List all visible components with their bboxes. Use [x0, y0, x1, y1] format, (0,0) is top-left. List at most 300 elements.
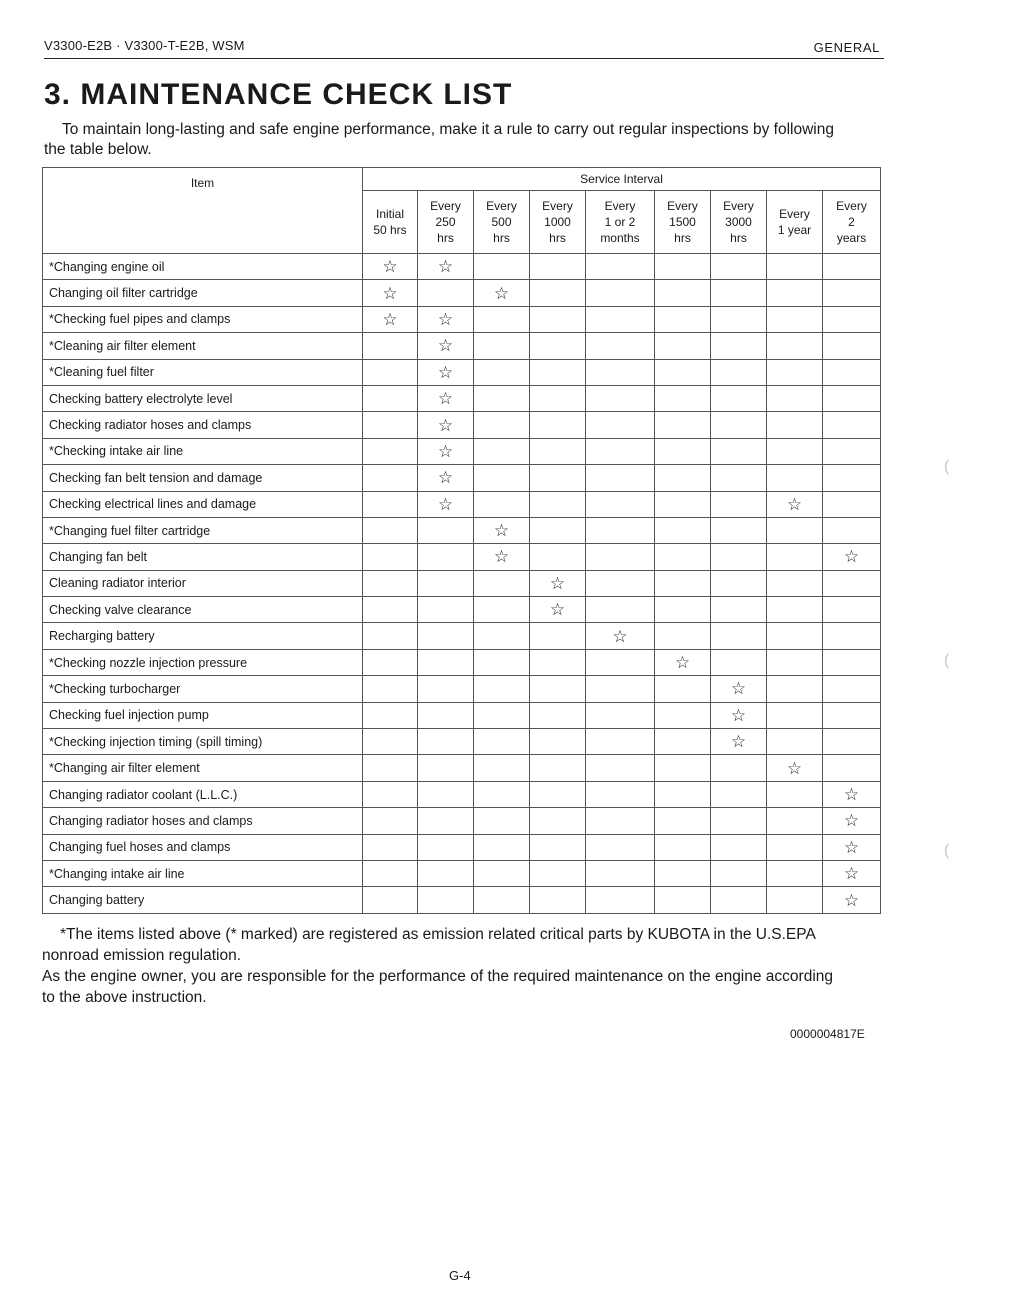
- table-row: [43, 808, 881, 834]
- table-row: [43, 623, 881, 649]
- empty-cell: [474, 438, 530, 464]
- empty-cell: [418, 860, 474, 886]
- header-model: V3300-E2B · V3300-T-E2B, WSM: [44, 38, 245, 53]
- empty-cell: [767, 254, 823, 280]
- empty-cell: [586, 808, 655, 834]
- interval-header-line: Every: [486, 199, 517, 213]
- empty-cell: [767, 887, 823, 913]
- item-name-cell: *Changing fuel filter cartridge: [43, 517, 363, 543]
- item-name-cell: *Checking nozzle injection pressure: [43, 649, 363, 675]
- empty-cell: [474, 385, 530, 411]
- empty-cell: [655, 834, 711, 860]
- empty-cell: [711, 570, 767, 596]
- empty-cell: [363, 544, 418, 570]
- empty-cell: [363, 702, 418, 728]
- empty-cell: [655, 676, 711, 702]
- star-mark-icon: ☆: [418, 306, 474, 332]
- interval-header-line: Every: [667, 199, 698, 213]
- empty-cell: [474, 570, 530, 596]
- table-row: [43, 544, 881, 570]
- empty-cell: [474, 702, 530, 728]
- empty-cell: [530, 280, 586, 306]
- empty-cell: [586, 254, 655, 280]
- table-row: [43, 597, 881, 623]
- star-mark-icon: ☆: [823, 834, 881, 860]
- intro-line-2: the table below.: [44, 141, 152, 158]
- empty-cell: [418, 280, 474, 306]
- empty-cell: [655, 755, 711, 781]
- empty-cell: [530, 491, 586, 517]
- table-row: [43, 517, 881, 543]
- star-mark-icon: ☆: [530, 570, 586, 596]
- page-title: 3. MAINTENANCE CHECK LIST: [44, 78, 513, 111]
- empty-cell: [530, 781, 586, 807]
- empty-cell: [418, 570, 474, 596]
- empty-cell: [586, 570, 655, 596]
- interval-header-line: Every: [779, 207, 810, 221]
- interval-header-line: Every: [604, 199, 636, 213]
- header-section: GENERAL: [813, 40, 880, 55]
- empty-cell: [363, 438, 418, 464]
- empty-cell: [418, 755, 474, 781]
- empty-cell: [530, 834, 586, 860]
- star-mark-icon: ☆: [711, 702, 767, 728]
- empty-cell: [767, 385, 823, 411]
- empty-cell: [767, 517, 823, 543]
- empty-cell: [363, 491, 418, 517]
- page-header: [44, 36, 884, 59]
- empty-cell: [586, 306, 655, 332]
- empty-cell: [363, 649, 418, 675]
- empty-cell: [363, 517, 418, 543]
- empty-cell: [767, 333, 823, 359]
- empty-cell: [530, 385, 586, 411]
- star-mark-icon: ☆: [418, 254, 474, 280]
- empty-cell: [418, 649, 474, 675]
- empty-cell: [655, 517, 711, 543]
- empty-cell: [474, 755, 530, 781]
- empty-cell: [823, 385, 881, 411]
- table-row: [43, 860, 881, 886]
- empty-cell: [655, 781, 711, 807]
- item-name-cell: Recharging battery: [43, 623, 363, 649]
- footnote-line-1: *The items listed above (* marked) are registered as emission related critical parts by KUBOTA in the U.S.EPA: [60, 926, 816, 943]
- interval-header-line: hrs: [730, 231, 747, 245]
- empty-cell: [711, 808, 767, 834]
- star-mark-icon: ☆: [767, 491, 823, 517]
- star-mark-icon: ☆: [586, 623, 655, 649]
- empty-cell: [655, 438, 711, 464]
- empty-cell: [418, 544, 474, 570]
- table-row: [43, 729, 881, 755]
- empty-cell: [711, 887, 767, 913]
- star-mark-icon: ☆: [823, 544, 881, 570]
- item-name-cell: Changing radiator coolant (L.L.C.): [43, 781, 363, 807]
- table-row: [43, 702, 881, 728]
- empty-cell: [655, 465, 711, 491]
- empty-cell: [474, 676, 530, 702]
- empty-cell: [363, 385, 418, 411]
- empty-cell: [586, 491, 655, 517]
- empty-cell: [823, 438, 881, 464]
- empty-cell: [711, 491, 767, 517]
- empty-cell: [418, 887, 474, 913]
- empty-cell: [418, 702, 474, 728]
- interval-header-8: [823, 191, 881, 254]
- item-name-cell: Changing fuel hoses and clamps: [43, 834, 363, 860]
- item-column-header: Item: [43, 168, 363, 254]
- empty-cell: [767, 570, 823, 596]
- interval-header-1: [418, 191, 474, 254]
- item-name-cell: *Cleaning fuel filter: [43, 359, 363, 385]
- interval-header-3: [530, 191, 586, 254]
- empty-cell: [823, 280, 881, 306]
- empty-cell: [711, 465, 767, 491]
- item-name-cell: Checking electrical lines and damage: [43, 491, 363, 517]
- empty-cell: [363, 333, 418, 359]
- document-number: 0000004817E: [790, 1027, 865, 1041]
- empty-cell: [711, 306, 767, 332]
- star-mark-icon: ☆: [418, 438, 474, 464]
- empty-cell: [711, 359, 767, 385]
- table-row: [43, 755, 881, 781]
- empty-cell: [363, 359, 418, 385]
- empty-cell: [474, 412, 530, 438]
- empty-cell: [823, 676, 881, 702]
- table-row: [43, 676, 881, 702]
- interval-header-line: 250: [435, 215, 456, 229]
- empty-cell: [586, 385, 655, 411]
- empty-cell: [586, 781, 655, 807]
- empty-cell: [530, 860, 586, 886]
- empty-cell: [474, 860, 530, 886]
- empty-cell: [530, 808, 586, 834]
- star-mark-icon: ☆: [767, 755, 823, 781]
- table-row: [43, 359, 881, 385]
- empty-cell: [363, 676, 418, 702]
- item-name-cell: Checking fan belt tension and damage: [43, 465, 363, 491]
- item-name-cell: *Checking intake air line: [43, 438, 363, 464]
- empty-cell: [823, 755, 881, 781]
- empty-cell: [586, 412, 655, 438]
- empty-cell: [655, 359, 711, 385]
- empty-cell: [711, 860, 767, 886]
- empty-cell: [823, 517, 881, 543]
- empty-cell: [530, 254, 586, 280]
- table-row: [43, 438, 881, 464]
- maintenance-table: [42, 167, 881, 914]
- empty-cell: [418, 623, 474, 649]
- interval-header-line: Every: [723, 199, 754, 213]
- empty-cell: [655, 702, 711, 728]
- empty-cell: [767, 676, 823, 702]
- empty-cell: [474, 254, 530, 280]
- service-interval-header: Service Interval: [363, 168, 881, 191]
- table-row: [43, 306, 881, 332]
- empty-cell: [767, 781, 823, 807]
- empty-cell: [823, 729, 881, 755]
- empty-cell: [655, 887, 711, 913]
- star-mark-icon: ☆: [363, 306, 418, 332]
- empty-cell: [767, 860, 823, 886]
- empty-cell: [363, 729, 418, 755]
- interval-header-line: 1500: [669, 215, 696, 229]
- empty-cell: [655, 808, 711, 834]
- empty-cell: [530, 623, 586, 649]
- interval-header-line: hrs: [437, 231, 454, 245]
- star-mark-icon: ☆: [418, 412, 474, 438]
- empty-cell: [767, 412, 823, 438]
- empty-cell: [655, 280, 711, 306]
- interval-header-line: 1 year: [777, 223, 812, 237]
- table-row: [43, 887, 881, 913]
- empty-cell: [655, 544, 711, 570]
- interval-header-line: years: [836, 231, 867, 245]
- empty-cell: [363, 808, 418, 834]
- empty-cell: [530, 412, 586, 438]
- empty-cell: [823, 702, 881, 728]
- star-mark-icon: ☆: [418, 385, 474, 411]
- empty-cell: [711, 438, 767, 464]
- table-row: [43, 385, 881, 411]
- empty-cell: [767, 438, 823, 464]
- empty-cell: [711, 254, 767, 280]
- interval-header-line: months: [600, 231, 640, 245]
- empty-cell: [474, 597, 530, 623]
- interval-header-line: 500: [491, 215, 512, 229]
- interval-header-line: hrs: [493, 231, 510, 245]
- empty-cell: [418, 676, 474, 702]
- interval-header-4: [586, 191, 655, 254]
- empty-cell: [363, 781, 418, 807]
- empty-cell: [711, 755, 767, 781]
- empty-cell: [474, 649, 530, 675]
- table-row: [43, 781, 881, 807]
- empty-cell: [474, 808, 530, 834]
- binding-hole-mark: (: [944, 458, 950, 475]
- empty-cell: [530, 755, 586, 781]
- empty-cell: [823, 412, 881, 438]
- intro-line-1: To maintain long-lasting and safe engine performance, make it a rule to carry out regular inspections by following: [62, 121, 834, 138]
- empty-cell: [530, 359, 586, 385]
- empty-cell: [655, 623, 711, 649]
- interval-header-line: 1000: [544, 215, 571, 229]
- star-mark-icon: ☆: [711, 676, 767, 702]
- table-row: [43, 570, 881, 596]
- empty-cell: [474, 729, 530, 755]
- star-mark-icon: ☆: [363, 280, 418, 306]
- empty-cell: [767, 729, 823, 755]
- empty-cell: [823, 623, 881, 649]
- star-mark-icon: ☆: [474, 280, 530, 306]
- empty-cell: [655, 729, 711, 755]
- star-mark-icon: ☆: [474, 517, 530, 543]
- binding-hole-mark: (: [944, 842, 950, 859]
- empty-cell: [767, 359, 823, 385]
- footnote-line-4: to the above instruction.: [42, 989, 207, 1006]
- empty-cell: [823, 570, 881, 596]
- empty-cell: [586, 544, 655, 570]
- empty-cell: [655, 491, 711, 517]
- interval-header-line: 1 or 2: [604, 215, 636, 229]
- empty-cell: [530, 676, 586, 702]
- empty-cell: [655, 597, 711, 623]
- item-name-cell: *Checking injection timing (spill timing): [43, 729, 363, 755]
- item-name-cell: *Changing air filter element: [43, 755, 363, 781]
- empty-cell: [823, 254, 881, 280]
- interval-header-line: 3000: [725, 215, 752, 229]
- empty-cell: [363, 860, 418, 886]
- empty-cell: [767, 834, 823, 860]
- empty-cell: [530, 438, 586, 464]
- empty-cell: [767, 597, 823, 623]
- star-mark-icon: ☆: [474, 544, 530, 570]
- empty-cell: [655, 254, 711, 280]
- empty-cell: [823, 597, 881, 623]
- empty-cell: [530, 333, 586, 359]
- item-name-cell: *Changing engine oil: [43, 254, 363, 280]
- empty-cell: [530, 306, 586, 332]
- interval-header-0: [363, 191, 418, 254]
- empty-cell: [655, 570, 711, 596]
- interval-header-line: hrs: [549, 231, 566, 245]
- star-mark-icon: ☆: [655, 649, 711, 675]
- table-row: [43, 649, 881, 675]
- empty-cell: [586, 887, 655, 913]
- empty-cell: [655, 412, 711, 438]
- empty-cell: [363, 465, 418, 491]
- interval-header-line: 50 hrs: [373, 223, 407, 237]
- empty-cell: [418, 808, 474, 834]
- item-name-cell: Changing radiator hoses and clamps: [43, 808, 363, 834]
- table-row: [43, 412, 881, 438]
- item-name-cell: *Changing intake air line: [43, 860, 363, 886]
- empty-cell: [823, 649, 881, 675]
- empty-cell: [474, 781, 530, 807]
- empty-cell: [418, 729, 474, 755]
- item-name-cell: Checking radiator hoses and clamps: [43, 412, 363, 438]
- empty-cell: [586, 755, 655, 781]
- table-body: [43, 254, 881, 914]
- item-name-cell: *Checking turbocharger: [43, 676, 363, 702]
- empty-cell: [767, 280, 823, 306]
- empty-cell: [711, 280, 767, 306]
- empty-cell: [363, 623, 418, 649]
- item-name-cell: Changing battery: [43, 887, 363, 913]
- empty-cell: [586, 702, 655, 728]
- item-name-cell: Changing oil filter cartridge: [43, 280, 363, 306]
- footnote: [42, 924, 892, 1008]
- star-mark-icon: ☆: [823, 887, 881, 913]
- empty-cell: [474, 834, 530, 860]
- star-mark-icon: ☆: [823, 808, 881, 834]
- star-mark-icon: ☆: [418, 465, 474, 491]
- empty-cell: [711, 649, 767, 675]
- page-number: G-4: [449, 1268, 471, 1283]
- empty-cell: [586, 834, 655, 860]
- item-name-cell: *Checking fuel pipes and clamps: [43, 306, 363, 332]
- footnote-line-2: nonroad emission regulation.: [42, 947, 242, 964]
- empty-cell: [767, 649, 823, 675]
- empty-cell: [418, 517, 474, 543]
- empty-cell: [586, 438, 655, 464]
- intro-paragraph: [44, 120, 884, 160]
- interval-header-7: [767, 191, 823, 254]
- empty-cell: [711, 412, 767, 438]
- empty-cell: [418, 781, 474, 807]
- empty-cell: [823, 359, 881, 385]
- item-name-cell: Checking valve clearance: [43, 597, 363, 623]
- interval-header-line: 2: [848, 215, 855, 229]
- star-mark-icon: ☆: [530, 597, 586, 623]
- empty-cell: [530, 729, 586, 755]
- empty-cell: [530, 887, 586, 913]
- empty-cell: [586, 676, 655, 702]
- empty-cell: [767, 623, 823, 649]
- interval-header-line: Every: [542, 199, 573, 213]
- interval-header-line: hrs: [674, 231, 691, 245]
- star-mark-icon: ☆: [711, 729, 767, 755]
- empty-cell: [767, 306, 823, 332]
- empty-cell: [655, 333, 711, 359]
- footnote-line-3: As the engine owner, you are responsible for the performance of the required maintenance on the engine according: [42, 968, 834, 985]
- empty-cell: [530, 465, 586, 491]
- empty-cell: [530, 702, 586, 728]
- empty-cell: [767, 808, 823, 834]
- interval-header-line: Every: [430, 199, 461, 213]
- star-mark-icon: ☆: [418, 491, 474, 517]
- star-mark-icon: ☆: [418, 333, 474, 359]
- table-row: [43, 834, 881, 860]
- empty-cell: [586, 280, 655, 306]
- interval-header-6: [711, 191, 767, 254]
- table-row: [43, 333, 881, 359]
- empty-cell: [418, 834, 474, 860]
- empty-cell: [530, 517, 586, 543]
- empty-cell: [530, 544, 586, 570]
- star-mark-icon: ☆: [418, 359, 474, 385]
- empty-cell: [711, 834, 767, 860]
- empty-cell: [586, 465, 655, 491]
- empty-cell: [711, 333, 767, 359]
- item-name-cell: Changing fan belt: [43, 544, 363, 570]
- item-name-cell: *Cleaning air filter element: [43, 333, 363, 359]
- item-name-cell: Checking fuel injection pump: [43, 702, 363, 728]
- empty-cell: [363, 887, 418, 913]
- empty-cell: [474, 333, 530, 359]
- table-row: [43, 254, 881, 280]
- empty-cell: [474, 465, 530, 491]
- empty-cell: [586, 359, 655, 385]
- empty-cell: [823, 306, 881, 332]
- item-name-cell: Checking battery electrolyte level: [43, 385, 363, 411]
- empty-cell: [474, 359, 530, 385]
- empty-cell: [711, 781, 767, 807]
- empty-cell: [474, 306, 530, 332]
- empty-cell: [586, 860, 655, 886]
- item-name-cell: Cleaning radiator interior: [43, 570, 363, 596]
- empty-cell: [711, 385, 767, 411]
- empty-cell: [823, 333, 881, 359]
- empty-cell: [586, 333, 655, 359]
- empty-cell: [655, 385, 711, 411]
- interval-header-line: Initial: [375, 207, 404, 221]
- empty-cell: [767, 702, 823, 728]
- interval-header-5: [655, 191, 711, 254]
- empty-cell: [823, 465, 881, 491]
- empty-cell: [586, 649, 655, 675]
- table-row: [43, 491, 881, 517]
